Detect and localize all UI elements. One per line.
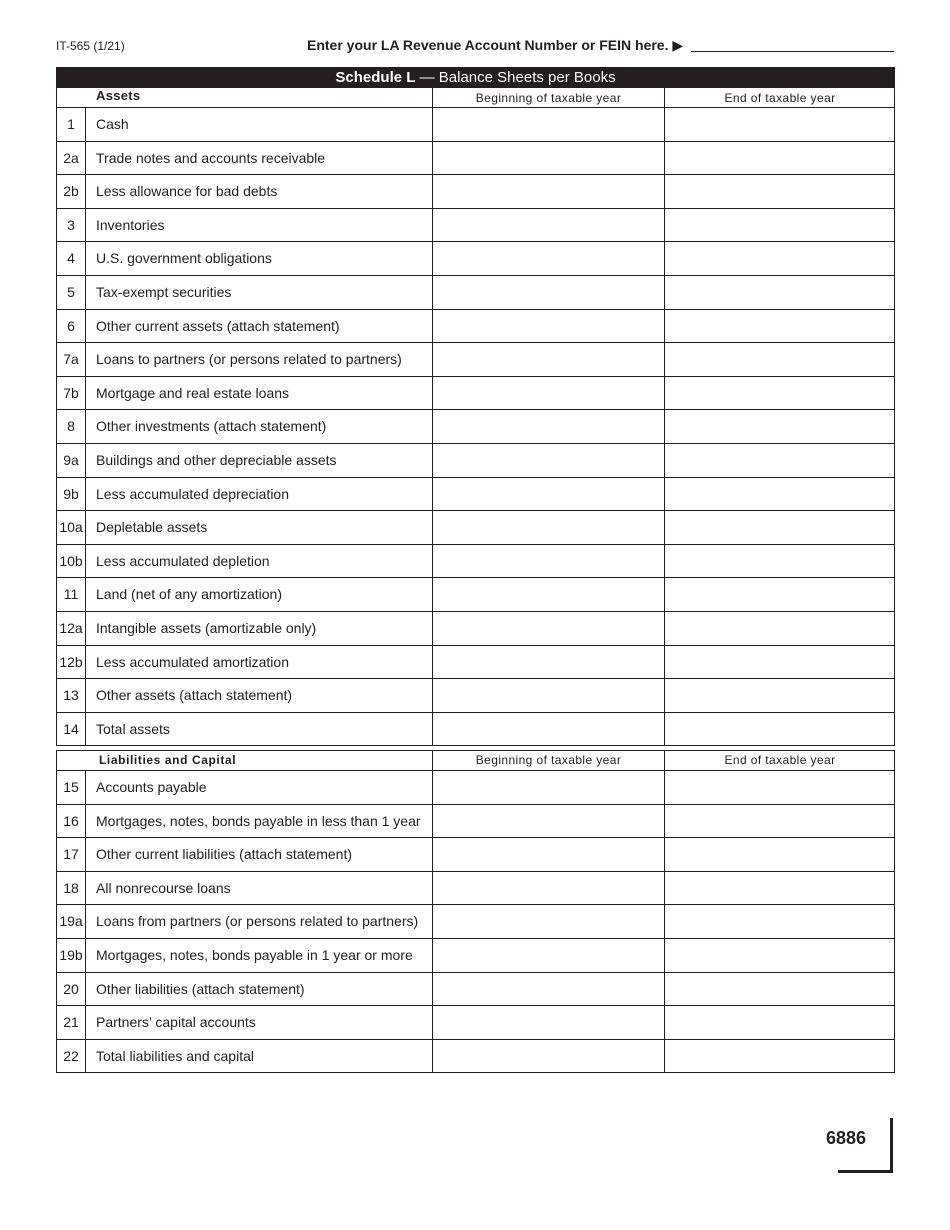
table-row	[56, 578, 895, 612]
form-id: IT-565 (1/21)	[56, 39, 125, 53]
liabilities-col-end: End of taxable year	[664, 751, 895, 770]
table-row	[56, 838, 895, 872]
liabilities-header	[56, 751, 895, 771]
table-row	[56, 973, 895, 1007]
beginning-amount-field[interactable]	[432, 771, 664, 804]
beginning-amount-field[interactable]	[432, 973, 664, 1006]
line-description: Cash	[96, 116, 129, 132]
line-description: All nonrecourse loans	[96, 879, 231, 896]
line-number: 13	[57, 679, 86, 712]
end-amount-field[interactable]	[664, 410, 895, 443]
table-row	[56, 310, 895, 344]
beginning-amount-field[interactable]	[432, 343, 664, 376]
line-number: 19b	[57, 939, 86, 972]
beginning-amount-field[interactable]	[432, 377, 664, 410]
end-amount-field[interactable]	[664, 175, 895, 208]
table-row	[56, 511, 895, 545]
line-number: 17	[57, 838, 86, 871]
line-description: Less allowance for bad debts	[96, 183, 278, 200]
end-amount-field[interactable]	[664, 939, 895, 972]
table-row	[56, 276, 895, 310]
line-description: Mortgage and real estate loans	[96, 384, 290, 401]
line-number: 18	[57, 872, 86, 905]
line-description: Mortgages, notes, bonds payable in 1 year or more	[96, 946, 413, 963]
line-number: 11	[57, 578, 86, 611]
line-number: 20	[57, 973, 86, 1006]
line-number: 8	[57, 410, 86, 443]
line-number: 12a	[57, 612, 86, 645]
end-amount-field[interactable]	[664, 805, 895, 838]
line-number: 15	[57, 771, 86, 804]
end-amount-field[interactable]	[664, 377, 895, 410]
beginning-amount-field[interactable]	[432, 478, 664, 511]
line-number: 6	[57, 310, 86, 343]
assets-col-begin: Beginning of taxable year	[432, 88, 664, 107]
table-row	[56, 175, 895, 209]
beginning-amount-field[interactable]	[432, 646, 664, 679]
line-description: Buildings and other depreciable assets	[96, 451, 337, 468]
beginning-amount-field[interactable]	[432, 1040, 664, 1073]
line-description: Other assets (attach statement)	[96, 687, 293, 704]
end-amount-field[interactable]	[664, 646, 895, 679]
table-row	[56, 905, 895, 939]
beginning-amount-field[interactable]	[432, 578, 664, 611]
end-amount-field[interactable]	[664, 511, 895, 544]
beginning-amount-field[interactable]	[432, 209, 664, 242]
line-description: Depletable assets	[96, 519, 208, 536]
end-amount-field[interactable]	[664, 713, 895, 746]
beginning-amount-field[interactable]	[432, 838, 664, 871]
line-description: Total liabilities and capital	[96, 1047, 254, 1064]
line-description: Total assets	[96, 720, 170, 737]
line-number: 9a	[57, 444, 86, 477]
table-row	[56, 1006, 895, 1040]
line-number: 10b	[57, 545, 86, 578]
assets-section	[56, 88, 895, 746]
schedule-banner-rest: — Balance Sheets per Books	[415, 69, 616, 86]
line-number: 9b	[57, 478, 86, 511]
end-amount-field[interactable]	[664, 209, 895, 242]
table-row	[56, 713, 895, 747]
line-number: 1	[57, 108, 86, 141]
beginning-amount-field[interactable]	[432, 713, 664, 746]
schedule-banner-bold: Schedule L	[335, 69, 416, 86]
table-row	[56, 771, 895, 805]
assets-rows	[56, 108, 895, 746]
end-amount-field[interactable]	[664, 343, 895, 376]
end-amount-field[interactable]	[664, 310, 895, 343]
line-number: 4	[57, 242, 86, 275]
beginning-amount-field[interactable]	[432, 276, 664, 309]
beginning-amount-field[interactable]	[432, 444, 664, 477]
account-number-prompt: Enter your LA Revenue Account Number or FEIN here. ▶	[307, 37, 684, 53]
line-number: 3	[57, 209, 86, 242]
line-description: Accounts payable	[96, 779, 207, 795]
line-description: Intangible assets (amortizable only)	[96, 619, 317, 636]
liabilities-section	[56, 750, 895, 1073]
line-number: 19a	[57, 905, 86, 938]
line-number: 5	[57, 276, 86, 309]
form-number: 6886	[826, 1128, 867, 1148]
end-amount-field[interactable]	[664, 1040, 895, 1073]
table-row	[56, 872, 895, 906]
end-amount-field[interactable]	[664, 1006, 895, 1039]
end-amount-field[interactable]	[664, 872, 895, 905]
line-number: 7a	[57, 343, 86, 376]
line-number: 2a	[57, 142, 86, 175]
beginning-amount-field[interactable]	[432, 545, 664, 578]
liabilities-rows	[56, 771, 895, 1073]
beginning-amount-field[interactable]	[432, 242, 664, 275]
beginning-amount-field[interactable]	[432, 310, 664, 343]
table-row	[56, 209, 895, 243]
assets-col-end: End of taxable year	[664, 88, 895, 107]
line-description: Loans from partners (or persons related to partners)	[96, 913, 419, 930]
table-row	[56, 939, 895, 973]
beginning-amount-field[interactable]	[432, 175, 664, 208]
line-number: 21	[57, 1006, 86, 1039]
line-description: Less accumulated depletion	[96, 552, 270, 569]
table-row	[56, 646, 895, 680]
table-row	[56, 142, 895, 176]
end-amount-field[interactable]	[664, 679, 895, 712]
beginning-amount-field[interactable]	[432, 1006, 664, 1039]
end-amount-field[interactable]	[664, 276, 895, 309]
end-amount-field[interactable]	[664, 905, 895, 938]
table-row	[56, 478, 895, 512]
beginning-amount-field[interactable]	[432, 679, 664, 712]
end-amount-field[interactable]	[664, 973, 895, 1006]
beginning-amount-field[interactable]	[432, 905, 664, 938]
beginning-amount-field[interactable]	[432, 410, 664, 443]
corner-mark-vertical	[890, 1118, 893, 1173]
end-amount-field[interactable]	[664, 142, 895, 175]
line-description: U.S. government obligations	[96, 250, 272, 267]
line-description: Loans to partners (or persons related to partners)	[96, 351, 402, 368]
beginning-amount-field[interactable]	[432, 612, 664, 645]
corner-mark-horizontal	[838, 1170, 893, 1173]
line-description: Other liabilities (attach statement)	[96, 980, 305, 997]
line-number: 10a	[57, 511, 86, 544]
line-description: Less accumulated depreciation	[96, 485, 290, 502]
beginning-amount-field[interactable]	[432, 108, 664, 141]
line-description: Mortgages, notes, bonds payable in less than 1 year	[96, 812, 421, 829]
beginning-amount-field[interactable]	[432, 805, 664, 838]
line-number: 12b	[57, 646, 86, 679]
table-row	[56, 1040, 895, 1074]
end-amount-field[interactable]	[664, 612, 895, 645]
end-amount-field[interactable]	[664, 242, 895, 275]
line-number: 2b	[57, 175, 86, 208]
table-row	[56, 343, 895, 377]
line-number: 7b	[57, 377, 86, 410]
assets-title: Assets	[96, 88, 141, 103]
end-amount-field[interactable]	[664, 444, 895, 477]
account-number-field[interactable]	[691, 51, 894, 52]
table-row	[56, 377, 895, 411]
table-row	[56, 612, 895, 646]
end-amount-field[interactable]	[664, 108, 895, 141]
line-description: Land (net of any amortization)	[96, 586, 282, 603]
line-number: 22	[57, 1040, 86, 1073]
assets-header	[56, 88, 895, 108]
line-description: Inventories	[96, 216, 165, 233]
end-amount-field[interactable]	[664, 545, 895, 578]
line-description: Other current liabilities (attach statement)	[96, 846, 352, 863]
beginning-amount-field[interactable]	[432, 939, 664, 972]
table-row	[56, 545, 895, 579]
table-row	[56, 444, 895, 478]
line-description: Other current assets (attach statement)	[96, 317, 340, 334]
table-row	[56, 679, 895, 713]
end-amount-field[interactable]	[664, 478, 895, 511]
line-description: Other investments (attach statement)	[96, 418, 327, 435]
line-description: Tax-exempt securities	[96, 283, 232, 300]
table-row	[56, 108, 895, 142]
line-description: Trade notes and accounts receivable	[96, 149, 326, 166]
end-amount-field[interactable]	[664, 771, 895, 804]
line-number: 16	[57, 805, 86, 838]
liabilities-col-begin: Beginning of taxable year	[432, 751, 664, 770]
beginning-amount-field[interactable]	[432, 142, 664, 175]
schedule-banner	[56, 67, 895, 88]
beginning-amount-field[interactable]	[432, 872, 664, 905]
line-number: 14	[57, 713, 86, 746]
liabilities-title: Liabilities and Capital	[99, 753, 237, 767]
beginning-amount-field[interactable]	[432, 511, 664, 544]
end-amount-field[interactable]	[664, 838, 895, 871]
line-description: Partners’ capital accounts	[96, 1014, 256, 1031]
table-row	[56, 242, 895, 276]
table-row	[56, 805, 895, 839]
line-description: Less accumulated amortization	[96, 653, 289, 670]
end-amount-field[interactable]	[664, 578, 895, 611]
table-row	[56, 410, 895, 444]
